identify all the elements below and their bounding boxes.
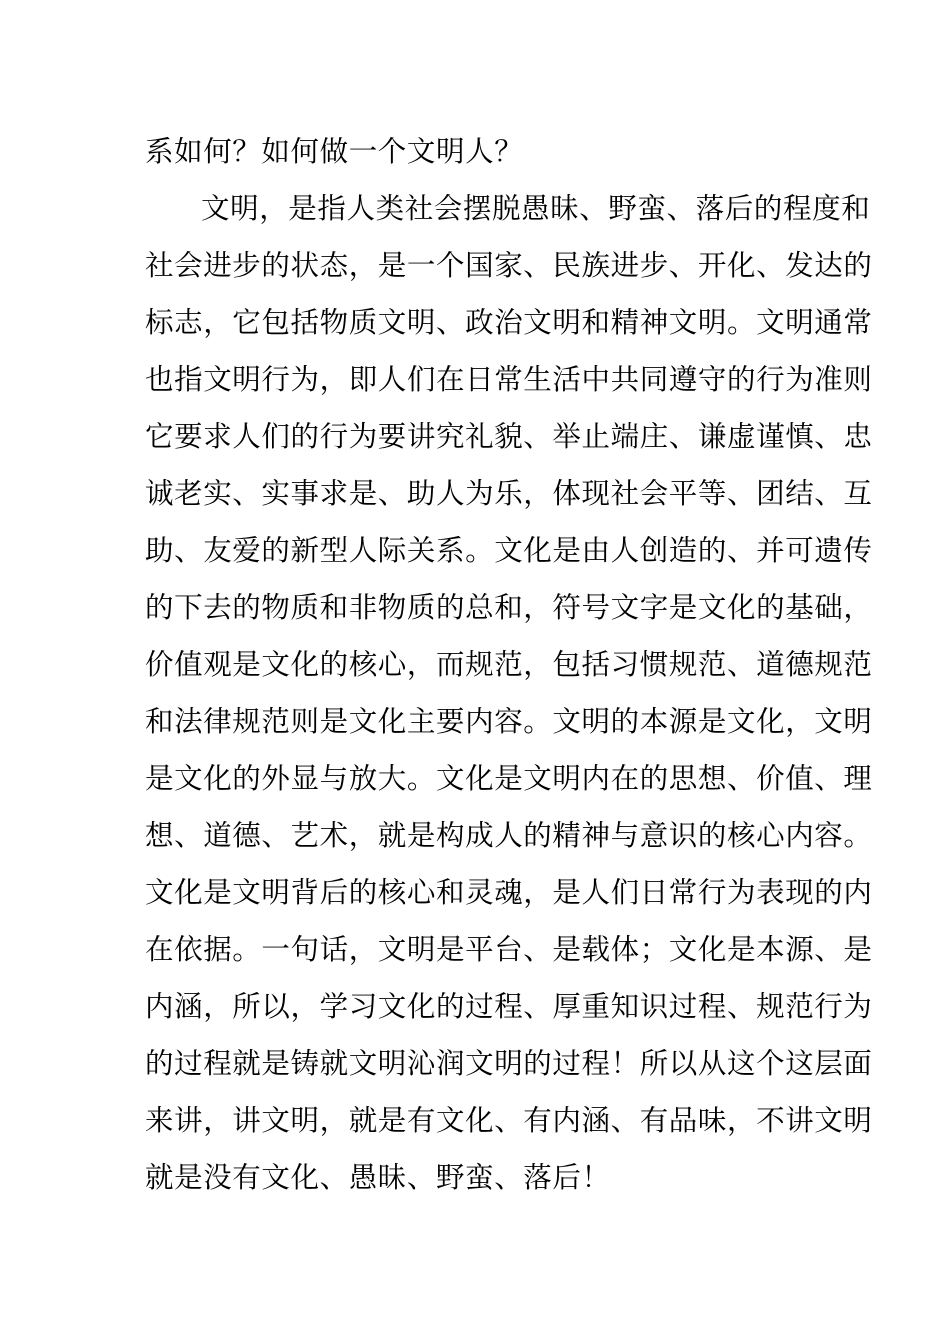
text-line: 标志，它包括物质文明、政治文明和精神文明。文明通常 [145,306,873,339]
text-line: 就是没有文化、愚昧、野蛮、落后！ [145,1161,611,1194]
paragraph-first-line: 文明，是指人类社会摆脱愚昧、野蛮、落后的程度和 [201,192,871,225]
text-line: 它要求人们的行为要讲究礼貌、举止端庄、谦虚谨慎、忠 [145,420,873,453]
text-line: 系如何？如何做一个文明人？ [145,135,524,168]
text-line: 的过程就是铸就文明沁润文明的过程！所以从这个这层面 [145,1047,873,1080]
text-line: 来讲，讲文明，就是有文化、有内涵、有品味，不讲文明 [145,1104,873,1137]
text-line: 价值观是文化的核心，而规范，包括习惯规范、道德规范 [145,648,873,681]
text-line: 的下去的物质和非物质的总和，符号文字是文化的基础， [145,591,873,624]
text-line: 内涵，所以，学习文化的过程、厚重知识过程、规范行为 [145,990,873,1023]
text-line: 诚老实、实事求是、助人为乐，体现社会平等、团结、互 [145,477,873,510]
text-line: 文化是文明背后的核心和灵魂，是人们日常行为表现的内 [145,876,873,909]
text-line: 想、道德、艺术，就是构成人的精神与意识的核心内容。 [145,819,873,852]
text-line: 在依据。一句话，文明是平台、是载体；文化是本源、是 [145,933,873,966]
text-line: 也指文明行为，即人们在日常生活中共同遵守的行为准则 [145,363,873,396]
text-line: 是文化的外显与放大。文化是文明内在的思想、价值、理 [145,762,873,795]
text-line: 社会进步的状态，是一个国家、民族进步、开化、发达的 [145,249,873,282]
text-line: 和法律规范则是文化主要内容。文明的本源是文化，文明 [145,705,873,738]
text-line: 助、友爱的新型人际关系。文化是由人创造的、并可遗传 [145,534,873,567]
